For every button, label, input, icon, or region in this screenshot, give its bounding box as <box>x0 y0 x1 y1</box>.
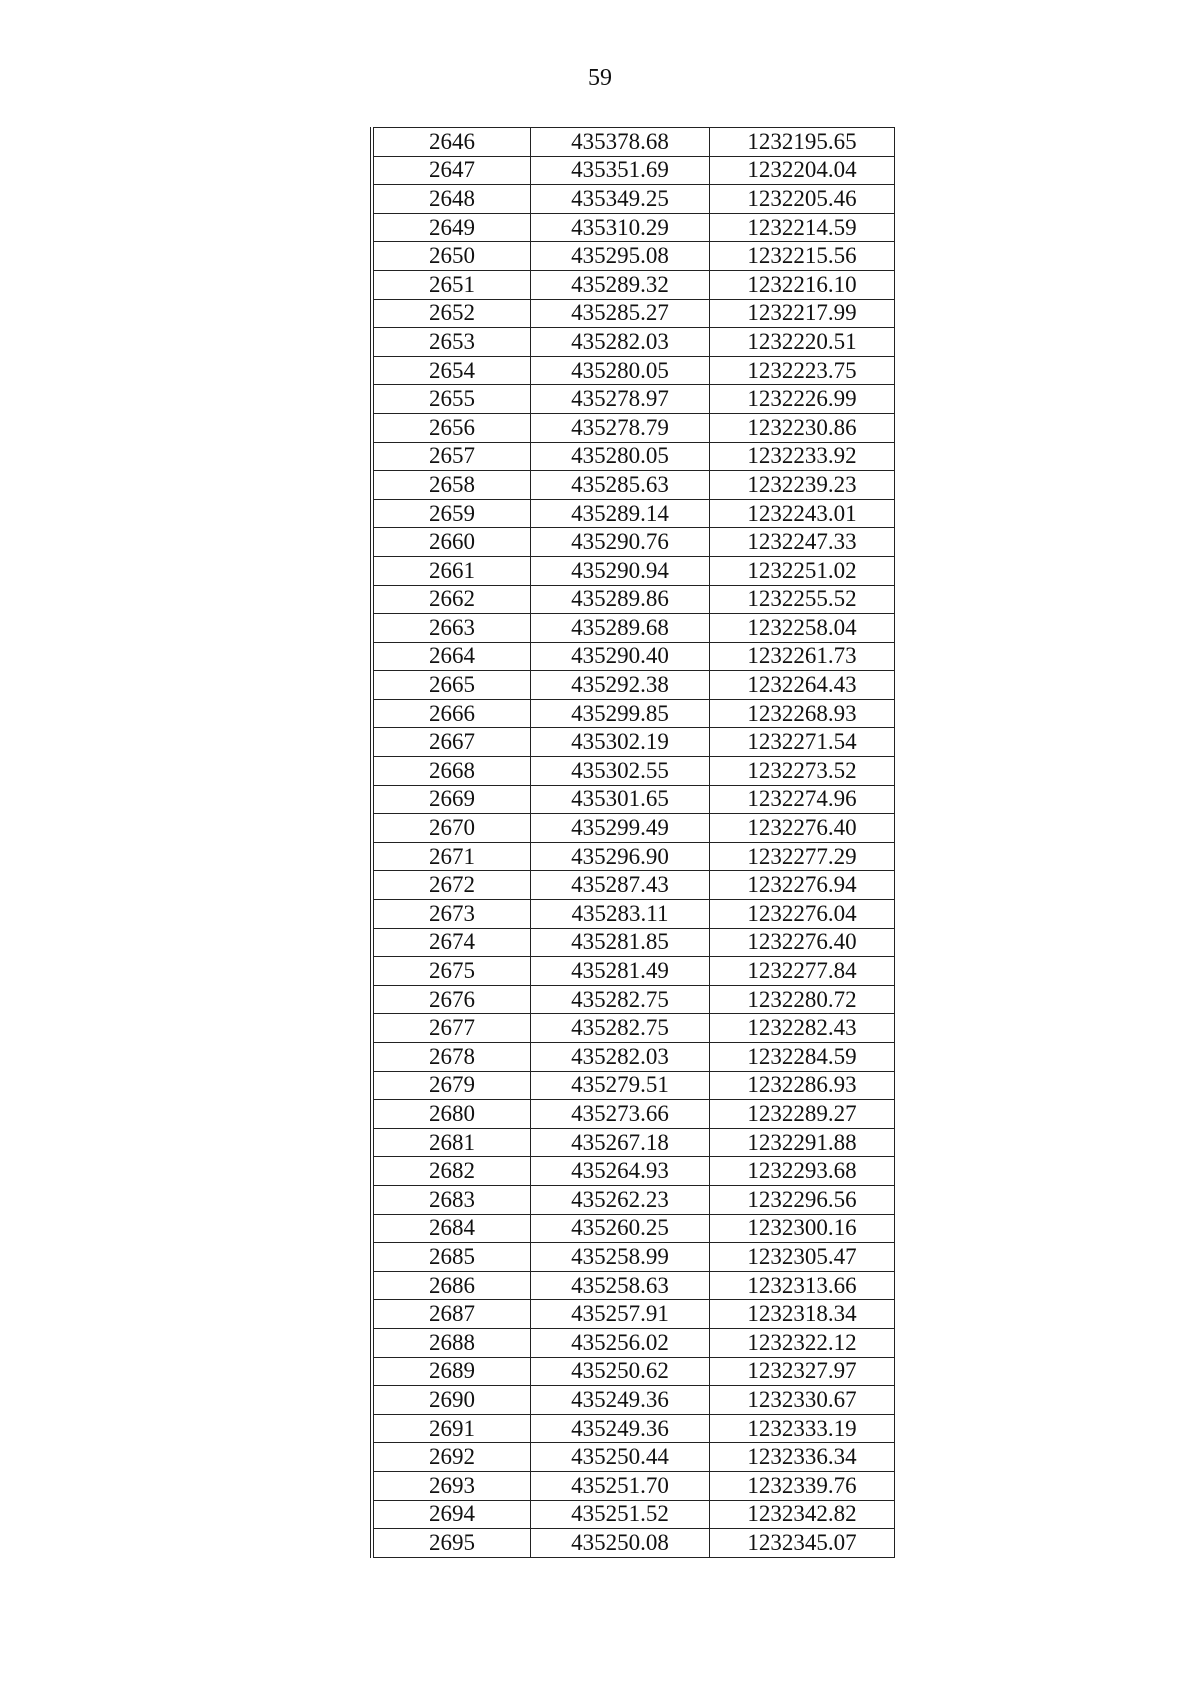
point-number-cell: 2673 <box>372 900 531 929</box>
table-row <box>372 1529 895 1558</box>
y-coordinate-cell: 1232327.97 <box>710 1357 895 1386</box>
x-coordinate-cell: 435310.29 <box>531 213 710 242</box>
x-coordinate-cell: 435285.27 <box>531 299 710 328</box>
y-coordinate-cell: 1232276.40 <box>710 928 895 957</box>
x-coordinate-cell: 435301.65 <box>531 785 710 814</box>
point-number-cell: 2646 <box>372 128 531 157</box>
x-coordinate-cell: 435278.79 <box>531 413 710 442</box>
point-number-cell: 2695 <box>372 1529 531 1558</box>
x-coordinate-cell: 435282.03 <box>531 328 710 357</box>
table-row <box>372 1500 895 1529</box>
y-coordinate-cell: 1232251.02 <box>710 556 895 585</box>
table-row <box>372 328 895 357</box>
x-coordinate-cell: 435283.11 <box>531 900 710 929</box>
table-row <box>372 1271 895 1300</box>
table-row <box>372 471 895 500</box>
y-coordinate-cell: 1232264.43 <box>710 671 895 700</box>
point-number-cell: 2651 <box>372 270 531 299</box>
y-coordinate-cell: 1232195.65 <box>710 128 895 157</box>
point-number-cell: 2688 <box>372 1328 531 1357</box>
point-number-cell: 2648 <box>372 185 531 214</box>
point-number-cell: 2669 <box>372 785 531 814</box>
x-coordinate-cell: 435302.19 <box>531 728 710 757</box>
table-row <box>372 1214 895 1243</box>
y-coordinate-cell: 1232339.76 <box>710 1471 895 1500</box>
x-coordinate-cell: 435292.38 <box>531 671 710 700</box>
table-row <box>372 1185 895 1214</box>
point-number-cell: 2665 <box>372 671 531 700</box>
point-number-cell: 2659 <box>372 499 531 528</box>
y-coordinate-cell: 1232330.67 <box>710 1386 895 1415</box>
point-number-cell: 2662 <box>372 585 531 614</box>
table-row <box>372 900 895 929</box>
point-number-cell: 2692 <box>372 1443 531 1472</box>
table-row <box>372 785 895 814</box>
y-coordinate-cell: 1232336.34 <box>710 1443 895 1472</box>
point-number-cell: 2680 <box>372 1100 531 1129</box>
table-row <box>372 128 895 157</box>
x-coordinate-cell: 435302.55 <box>531 757 710 786</box>
x-coordinate-cell: 435351.69 <box>531 156 710 185</box>
point-number-cell: 2655 <box>372 385 531 414</box>
y-coordinate-cell: 1232226.99 <box>710 385 895 414</box>
y-coordinate-cell: 1232345.07 <box>710 1529 895 1558</box>
table-row <box>372 270 895 299</box>
point-number-cell: 2689 <box>372 1357 531 1386</box>
y-coordinate-cell: 1232273.52 <box>710 757 895 786</box>
y-coordinate-cell: 1232318.34 <box>710 1300 895 1329</box>
y-coordinate-cell: 1232217.99 <box>710 299 895 328</box>
x-coordinate-cell: 435249.36 <box>531 1386 710 1415</box>
y-coordinate-cell: 1232276.94 <box>710 871 895 900</box>
y-coordinate-cell: 1232258.04 <box>710 614 895 643</box>
table-row <box>372 842 895 871</box>
point-number-cell: 2654 <box>372 356 531 385</box>
y-coordinate-cell: 1232342.82 <box>710 1500 895 1529</box>
point-number-cell: 2674 <box>372 928 531 957</box>
table-row <box>372 871 895 900</box>
x-coordinate-cell: 435262.23 <box>531 1185 710 1214</box>
point-number-cell: 2683 <box>372 1185 531 1214</box>
point-number-cell: 2679 <box>372 1071 531 1100</box>
x-coordinate-cell: 435260.25 <box>531 1214 710 1243</box>
y-coordinate-cell: 1232277.29 <box>710 842 895 871</box>
point-number-cell: 2666 <box>372 699 531 728</box>
x-coordinate-cell: 435273.66 <box>531 1100 710 1129</box>
table-row <box>372 499 895 528</box>
point-number-cell: 2658 <box>372 471 531 500</box>
point-number-cell: 2690 <box>372 1386 531 1415</box>
x-coordinate-cell: 435349.25 <box>531 185 710 214</box>
y-coordinate-cell: 1232286.93 <box>710 1071 895 1100</box>
table-row <box>372 1128 895 1157</box>
table-row <box>372 985 895 1014</box>
x-coordinate-cell: 435257.91 <box>531 1300 710 1329</box>
table-row <box>372 642 895 671</box>
x-coordinate-cell: 435258.63 <box>531 1271 710 1300</box>
x-coordinate-cell: 435299.49 <box>531 814 710 843</box>
x-coordinate-cell: 435282.75 <box>531 1014 710 1043</box>
x-coordinate-cell: 435251.70 <box>531 1471 710 1500</box>
point-number-cell: 2685 <box>372 1243 531 1272</box>
y-coordinate-cell: 1232233.92 <box>710 442 895 471</box>
table-row <box>372 528 895 557</box>
x-coordinate-cell: 435251.52 <box>531 1500 710 1529</box>
y-coordinate-cell: 1232284.59 <box>710 1043 895 1072</box>
table-row <box>372 385 895 414</box>
table-row <box>372 1300 895 1329</box>
point-number-cell: 2675 <box>372 957 531 986</box>
x-coordinate-cell: 435250.62 <box>531 1357 710 1386</box>
point-number-cell: 2691 <box>372 1414 531 1443</box>
x-coordinate-cell: 435267.18 <box>531 1128 710 1157</box>
table-row <box>372 213 895 242</box>
y-coordinate-cell: 1232313.66 <box>710 1271 895 1300</box>
point-number-cell: 2663 <box>372 614 531 643</box>
point-number-cell: 2694 <box>372 1500 531 1529</box>
y-coordinate-cell: 1232214.59 <box>710 213 895 242</box>
point-number-cell: 2676 <box>372 985 531 1014</box>
point-number-cell: 2686 <box>372 1271 531 1300</box>
x-coordinate-cell: 435281.85 <box>531 928 710 957</box>
y-coordinate-cell: 1232296.56 <box>710 1185 895 1214</box>
x-coordinate-cell: 435289.14 <box>531 499 710 528</box>
x-coordinate-cell: 435289.68 <box>531 614 710 643</box>
table-row <box>372 242 895 271</box>
y-coordinate-cell: 1232243.01 <box>710 499 895 528</box>
table-row <box>372 814 895 843</box>
x-coordinate-cell: 435296.90 <box>531 842 710 871</box>
x-coordinate-cell: 435249.36 <box>531 1414 710 1443</box>
table-row <box>372 728 895 757</box>
point-number-cell: 2647 <box>372 156 531 185</box>
table-row <box>372 1014 895 1043</box>
point-number-cell: 2672 <box>372 871 531 900</box>
coordinates-table-container <box>370 127 894 1558</box>
y-coordinate-cell: 1232216.10 <box>710 270 895 299</box>
coordinates-table <box>370 127 895 1558</box>
table-row <box>372 957 895 986</box>
point-number-cell: 2656 <box>372 413 531 442</box>
table-row <box>372 556 895 585</box>
table-row <box>372 413 895 442</box>
y-coordinate-cell: 1232271.54 <box>710 728 895 757</box>
coordinates-table-body <box>372 128 895 1558</box>
x-coordinate-cell: 435378.68 <box>531 128 710 157</box>
x-coordinate-cell: 435290.94 <box>531 556 710 585</box>
table-row <box>372 928 895 957</box>
x-coordinate-cell: 435280.05 <box>531 442 710 471</box>
table-row <box>372 1443 895 1472</box>
x-coordinate-cell: 435282.75 <box>531 985 710 1014</box>
point-number-cell: 2682 <box>372 1157 531 1186</box>
x-coordinate-cell: 435250.08 <box>531 1529 710 1558</box>
table-row <box>372 156 895 185</box>
x-coordinate-cell: 435287.43 <box>531 871 710 900</box>
y-coordinate-cell: 1232268.93 <box>710 699 895 728</box>
x-coordinate-cell: 435280.05 <box>531 356 710 385</box>
x-coordinate-cell: 435299.85 <box>531 699 710 728</box>
y-coordinate-cell: 1232293.68 <box>710 1157 895 1186</box>
x-coordinate-cell: 435279.51 <box>531 1071 710 1100</box>
x-coordinate-cell: 435290.76 <box>531 528 710 557</box>
point-number-cell: 2664 <box>372 642 531 671</box>
point-number-cell: 2660 <box>372 528 531 557</box>
y-coordinate-cell: 1232276.40 <box>710 814 895 843</box>
table-row <box>372 1043 895 1072</box>
x-coordinate-cell: 435281.49 <box>531 957 710 986</box>
y-coordinate-cell: 1232277.84 <box>710 957 895 986</box>
y-coordinate-cell: 1232322.12 <box>710 1328 895 1357</box>
table-row <box>372 614 895 643</box>
point-number-cell: 2678 <box>372 1043 531 1072</box>
point-number-cell: 2693 <box>372 1471 531 1500</box>
x-coordinate-cell: 435289.86 <box>531 585 710 614</box>
y-coordinate-cell: 1232282.43 <box>710 1014 895 1043</box>
point-number-cell: 2650 <box>372 242 531 271</box>
table-row <box>372 757 895 786</box>
table-row <box>372 585 895 614</box>
table-row <box>372 185 895 214</box>
y-coordinate-cell: 1232291.88 <box>710 1128 895 1157</box>
y-coordinate-cell: 1232215.56 <box>710 242 895 271</box>
y-coordinate-cell: 1232289.27 <box>710 1100 895 1129</box>
table-row <box>372 299 895 328</box>
table-row <box>372 1100 895 1129</box>
y-coordinate-cell: 1232239.23 <box>710 471 895 500</box>
table-row <box>372 442 895 471</box>
y-coordinate-cell: 1232261.73 <box>710 642 895 671</box>
point-number-cell: 2677 <box>372 1014 531 1043</box>
point-number-cell: 2649 <box>372 213 531 242</box>
x-coordinate-cell: 435264.93 <box>531 1157 710 1186</box>
point-number-cell: 2684 <box>372 1214 531 1243</box>
x-coordinate-cell: 435295.08 <box>531 242 710 271</box>
table-row <box>372 356 895 385</box>
point-number-cell: 2657 <box>372 442 531 471</box>
y-coordinate-cell: 1232300.16 <box>710 1214 895 1243</box>
point-number-cell: 2653 <box>372 328 531 357</box>
x-coordinate-cell: 435290.40 <box>531 642 710 671</box>
y-coordinate-cell: 1232333.19 <box>710 1414 895 1443</box>
point-number-cell: 2681 <box>372 1128 531 1157</box>
table-row <box>372 1357 895 1386</box>
point-number-cell: 2670 <box>372 814 531 843</box>
table-row <box>372 1471 895 1500</box>
y-coordinate-cell: 1232204.04 <box>710 156 895 185</box>
table-row <box>372 1071 895 1100</box>
point-number-cell: 2652 <box>372 299 531 328</box>
x-coordinate-cell: 435258.99 <box>531 1243 710 1272</box>
y-coordinate-cell: 1232247.33 <box>710 528 895 557</box>
table-row <box>372 1157 895 1186</box>
point-number-cell: 2667 <box>372 728 531 757</box>
table-row <box>372 699 895 728</box>
y-coordinate-cell: 1232255.52 <box>710 585 895 614</box>
y-coordinate-cell: 1232230.86 <box>710 413 895 442</box>
y-coordinate-cell: 1232223.75 <box>710 356 895 385</box>
x-coordinate-cell: 435250.44 <box>531 1443 710 1472</box>
point-number-cell: 2661 <box>372 556 531 585</box>
y-coordinate-cell: 1232205.46 <box>710 185 895 214</box>
table-row <box>372 1386 895 1415</box>
point-number-cell: 2687 <box>372 1300 531 1329</box>
x-coordinate-cell: 435278.97 <box>531 385 710 414</box>
point-number-cell: 2668 <box>372 757 531 786</box>
x-coordinate-cell: 435282.03 <box>531 1043 710 1072</box>
point-number-cell: 2671 <box>372 842 531 871</box>
table-row <box>372 1243 895 1272</box>
x-coordinate-cell: 435285.63 <box>531 471 710 500</box>
y-coordinate-cell: 1232274.96 <box>710 785 895 814</box>
y-coordinate-cell: 1232276.04 <box>710 900 895 929</box>
page-number: 59 <box>588 65 612 91</box>
x-coordinate-cell: 435289.32 <box>531 270 710 299</box>
x-coordinate-cell: 435256.02 <box>531 1328 710 1357</box>
y-coordinate-cell: 1232220.51 <box>710 328 895 357</box>
y-coordinate-cell: 1232280.72 <box>710 985 895 1014</box>
y-coordinate-cell: 1232305.47 <box>710 1243 895 1272</box>
table-row <box>372 1414 895 1443</box>
table-row <box>372 671 895 700</box>
table-row <box>372 1328 895 1357</box>
